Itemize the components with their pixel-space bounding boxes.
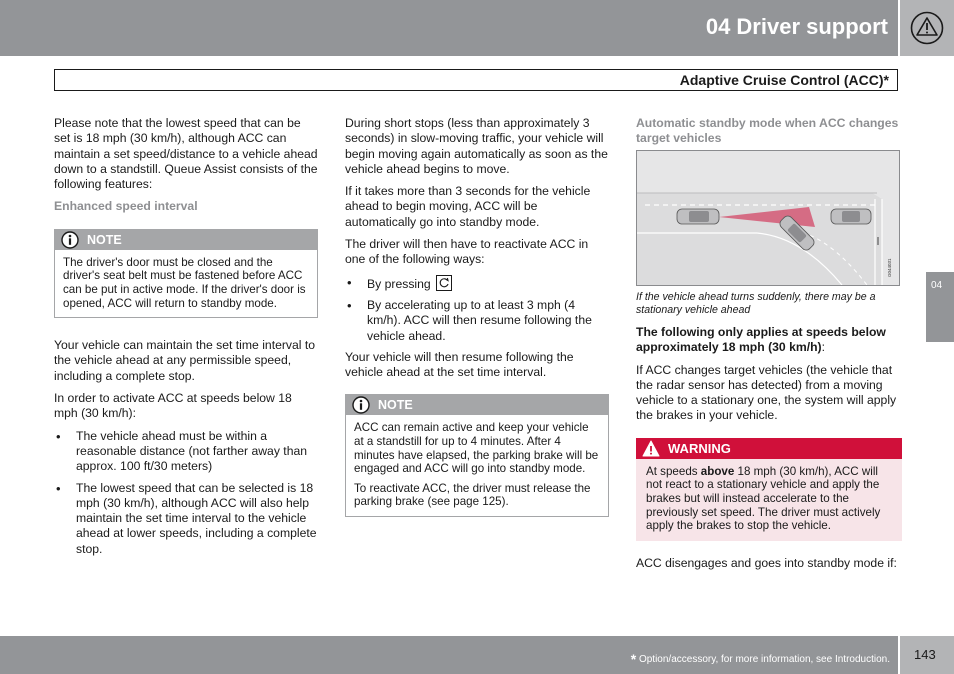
column-3 [636, 291, 902, 578]
paragraph-three-seconds: If it takes more than 3 seconds for the vehicle ahead to begin moving, ACC will be automatically go into standby mode. [345, 184, 591, 229]
column-2 [345, 116, 609, 517]
bold-lead-colon: : [821, 340, 825, 355]
paragraph-time-interval: Your vehicle can maintain the set time interval to the vehicle ahead at any permissible speed, including a complete stop. [54, 338, 316, 383]
side-tab-label: 04 [931, 280, 943, 291]
figure-code: G044031 [887, 258, 892, 277]
road-illustration [637, 151, 899, 285]
note-label: NOTE [378, 398, 413, 413]
warning-text-bold: above [700, 464, 735, 478]
footer-note [631, 649, 890, 665]
header-icon-box [898, 0, 954, 56]
warning-label: WARNING [668, 440, 731, 456]
illustration-target-change [636, 150, 900, 286]
note-label: NOTE [87, 232, 122, 247]
note-text: ACC can remain active and keep your vehicle at a standstill for up to 4 minutes. After 4 minutes have elapsed, the parking brake will be engaged and ACC will go into standby mode. [354, 421, 599, 476]
bullet-pressing-text: By pressing [367, 276, 431, 291]
intro-paragraph: Please note that the lowest speed that can be set is 18 mph (30 km/h), although ACC can maintain a set speed/distance to a vehicle ahead down to a standstill. Queue Assist consists of the following features: [54, 116, 318, 192]
paragraph-resume: Your vehicle will then resume following the vehicle ahead at the set time interval. [345, 349, 574, 380]
section-title: Adaptive Cruise Control (ACC)* [679, 72, 889, 88]
warning-text-pre: At speeds [646, 464, 701, 478]
subheading-enhanced-speed: Enhanced speed interval [54, 199, 198, 214]
note-box-1 [54, 229, 318, 318]
warning-header [636, 438, 902, 459]
subheading-standby: Automatic standby mode when ACC changes target vehicles [636, 116, 899, 146]
list-item [345, 275, 609, 292]
figure-caption: If the vehicle ahead turns suddenly, there may be a stationary vehicle ahead [636, 291, 876, 316]
warning-text-post: 18 mph (30 km/h), ACC will not react to a stationary vehicle and apply the brakes but will instead accelerate to the previously set speed. The driver must actively apply the brakes to stop the vehicle. [646, 464, 881, 533]
warning-body [636, 459, 902, 541]
warning-triangle-icon [642, 440, 660, 457]
bold-lead-paragraph [636, 325, 902, 356]
bold-lead-text: The following only applies at speeds below approximately 18 mph (30 km/h) [636, 325, 886, 355]
bullet-list-1 [54, 429, 318, 557]
page-number: 143 [914, 647, 936, 662]
section-heading-box [54, 69, 898, 91]
info-icon [352, 396, 370, 414]
footer-note-text: Option/accessory, for more information, see Introduction. [638, 654, 890, 665]
page-number-box [898, 636, 954, 674]
list-item: • The vehicle ahead must be within a reasonable distance (not farther away than approx. 100 ft/30 meters) [54, 429, 318, 475]
footer-star: * [630, 651, 637, 667]
warning-box [636, 438, 902, 541]
column-3-heading [636, 116, 900, 154]
note-body [55, 250, 317, 317]
warning-triangle-icon [910, 11, 944, 45]
note-text: To reactivate ACC, the driver must release the parking brake (see page 125). [354, 481, 591, 509]
list-item: • The lowest speed that can be selected is 18 mph (30 km/h), although ACC will also help maintain the set time interval to the vehicle ahead at lower speeds, including a complete stop. [54, 481, 318, 557]
own-vehicle [677, 209, 719, 224]
resume-button-icon [436, 275, 452, 291]
paragraph-short-stops: During short stops (less than approximately 3 seconds) in slow-moving traffic, your vehicle will begin moving again automatically as soon as the vehicle ahead begins to move. [345, 116, 608, 176]
note-header [346, 395, 608, 415]
stationary-vehicle [831, 209, 871, 224]
chapter-side-tab [926, 272, 954, 342]
paragraph-reactivate: The driver will then have to reactivate ACC in one of the following ways: [345, 237, 589, 267]
note-header [55, 230, 317, 250]
footer-bar [0, 636, 954, 674]
paragraph-disengages: ACC disengages and goes into standby mode if: [636, 555, 897, 570]
info-icon [61, 231, 79, 249]
column-1 [54, 116, 318, 563]
bullet-list-2 [345, 275, 609, 344]
paragraph-activate: In order to activate ACC at speeds below 18 mph (30 km/h): [54, 391, 292, 421]
paragraph-target-change: If ACC changes target vehicles (the vehicle that the radar sensor has detected) from a moving vehicle to a stationary one, the system will apply the brakes in your vehicle. [636, 362, 897, 423]
list-item: • By accelerating up to at least 3 mph (4 km/h). ACC will then resume following the vehicle ahead. [345, 298, 609, 344]
note-body [346, 415, 608, 516]
note-box-2 [345, 394, 609, 517]
chapter-title: 04 Driver support [705, 14, 888, 39]
note-text: The driver's door must be closed and the driver's seat belt must be fastened before ACC can be put in active mode. If the driver's door is opened, ACC will return to standby mode. [63, 255, 306, 310]
header-bar [0, 0, 954, 56]
